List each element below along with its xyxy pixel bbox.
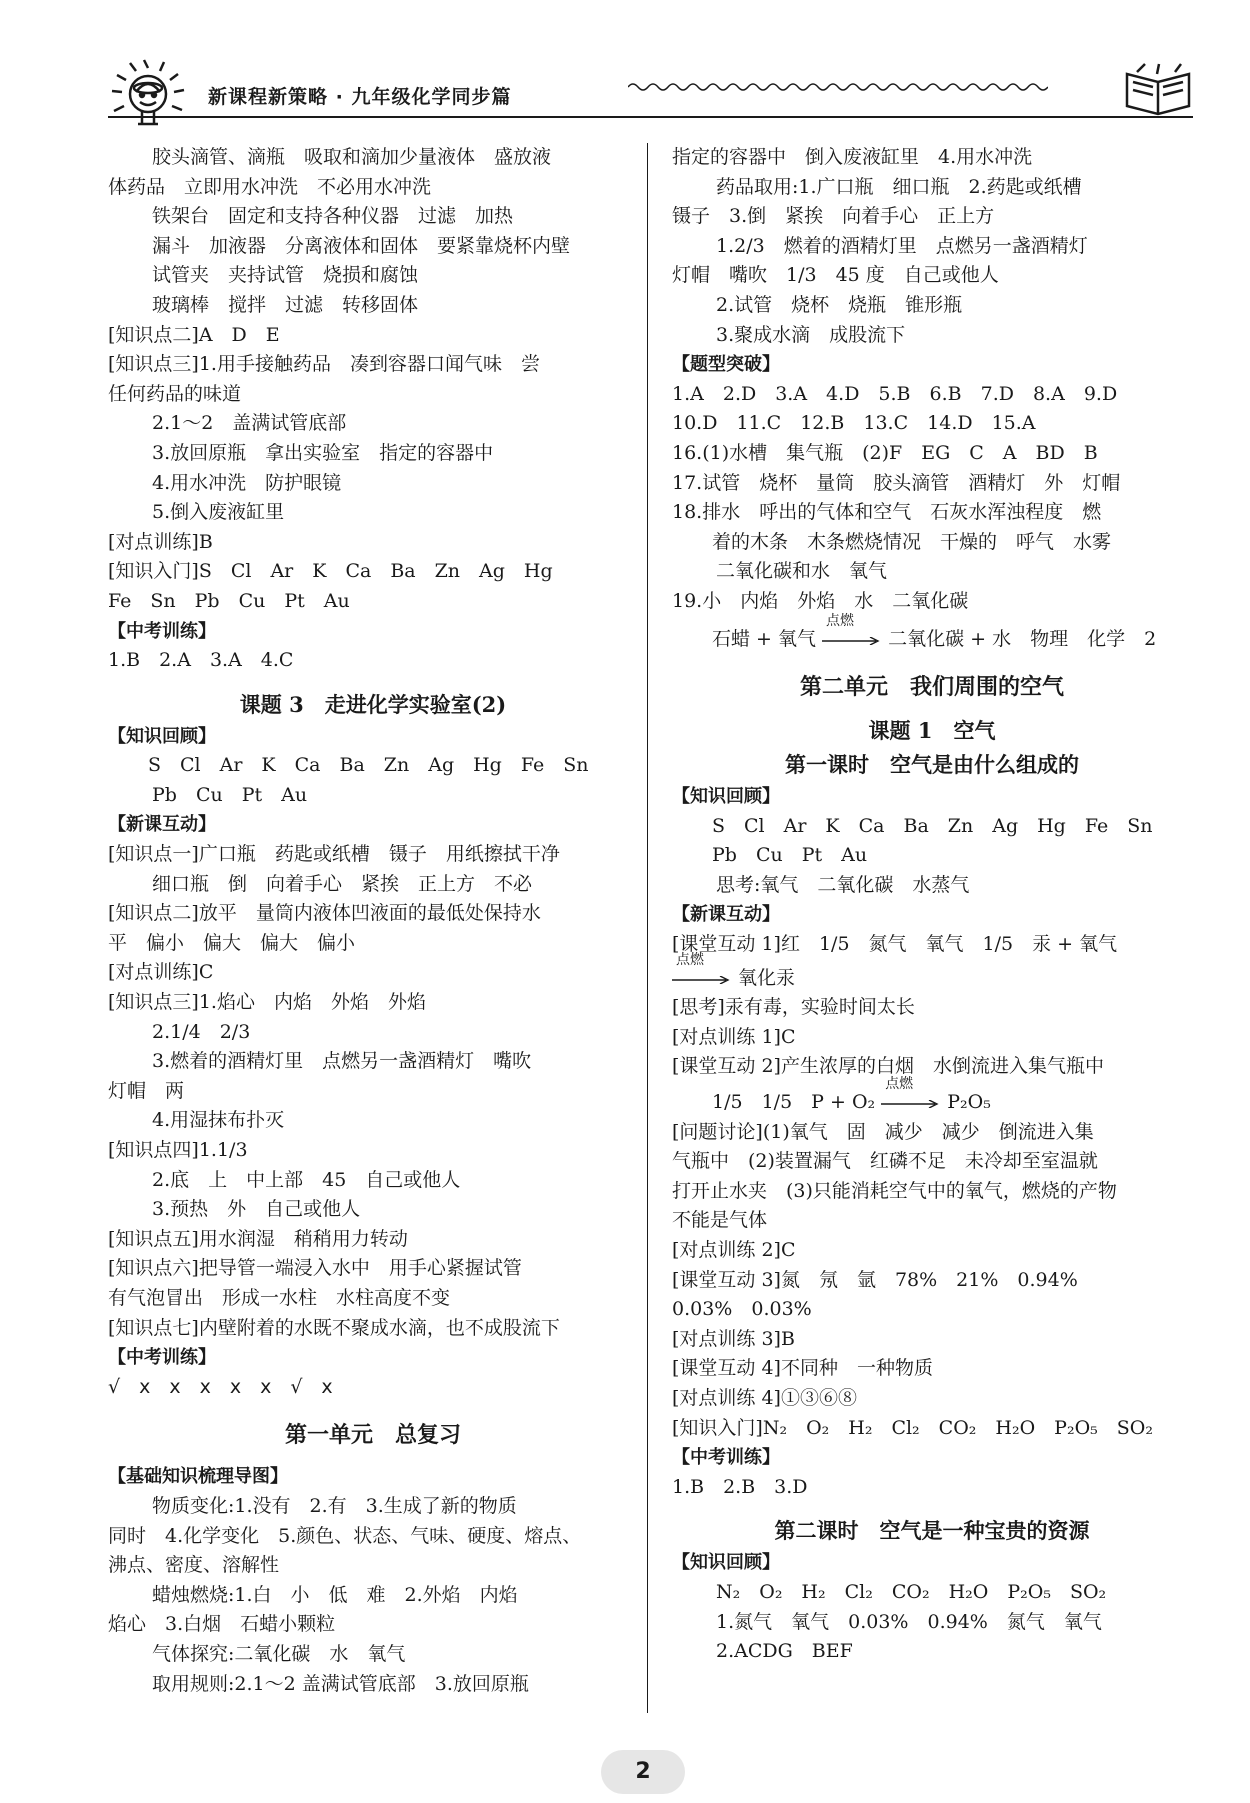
text-line: 沸点、密度、溶解性 — [108, 1554, 280, 1577]
eq1-condition: 点燃 — [826, 612, 855, 629]
text-line: 1.B 2.B 3.D — [672, 1475, 808, 1498]
reaction-arrow-icon — [881, 1100, 939, 1108]
text-line: 1.氮气 氧气 0.03% 0.94% 氮气 氧气 — [716, 1610, 1102, 1633]
text-line: 1.B 2.A 3.A 4.C — [108, 649, 294, 672]
section-heading: 第二课时 空气是一种宝贵的资源 — [774, 1518, 1090, 1544]
section-heading: 【新课互动】 — [672, 904, 780, 926]
text-line: 19.小 内焰 外焰 水 二氧化碳 — [672, 589, 969, 612]
book-icon — [1123, 62, 1193, 120]
wave-decoration — [628, 80, 1048, 94]
text-line: 0.03% 0.03% — [672, 1298, 812, 1321]
text-line: 不能是气体 — [672, 1209, 768, 1232]
text-line: 灯帽 嘴吹 1/3 45 度 自己或他人 — [672, 264, 999, 287]
eq1-right: 二氧化碳 + 水 物理 化学 2 — [888, 627, 1157, 650]
header-rule — [108, 116, 1193, 118]
text-line: 取用规则:2.1～2 盖满试管底部 3.放回原瓶 — [152, 1672, 529, 1695]
text-line: 焰心 3.白烟 石蜡小颗粒 — [108, 1613, 336, 1636]
text-line: Fe Sn Pb Cu Pt Au — [108, 589, 350, 612]
text-line: 气体探究:二氧化碳 水 氧气 — [152, 1642, 406, 1665]
text-line: 有气泡冒出 形成一水柱 水柱高度不变 — [108, 1286, 451, 1309]
eq2-condition: 点燃 — [676, 951, 704, 968]
text-line: [对点训练 3]B — [672, 1327, 795, 1350]
section-heading: 课题 3 走进化学实验室(2) — [239, 691, 507, 717]
text-line: [知识点三]1.焰心 内焰 外焰 外焰 — [108, 991, 426, 1014]
section-heading: 【题型突破】 — [672, 354, 780, 376]
text-line: 1.A 2.D 3.A 4.D 5.B 6.B 7.D 8.A 9.D — [672, 382, 1118, 405]
right-section-c — [672, 993, 1192, 1082]
text-line: 体药品 立即用水冲洗 不必用水冲洗 — [108, 175, 432, 198]
text-line: [课堂互动 2]产生浓厚的白烟 水倒流进入集气瓶中 — [672, 1055, 1104, 1078]
text-line: [课堂互动 4]不同种 一种物质 — [672, 1357, 933, 1380]
text-line: S Cl Ar K Ca Ba Zn Ag Hg Fe Sn — [712, 814, 1153, 837]
left-column — [108, 143, 638, 1699]
section-heading: 【知识回顾】 — [108, 725, 216, 747]
text-line: [对点训练]B — [108, 530, 213, 553]
text-line: S Cl Ar K Ca Ba Zn Ag Hg Fe Sn — [148, 754, 589, 777]
text-line: 胶头滴管、滴瓶 吸取和滴加少量液体 盛放液 — [152, 146, 552, 168]
text-line: [对点训练 2]C — [672, 1239, 796, 1261]
text-line: 气瓶中 (2)装置漏气 红磷不足 未冷却至室温就 — [672, 1150, 1098, 1173]
text-line: 漏斗 加液器 分离液体和固体 要紧靠烧杯内壁 — [152, 234, 571, 257]
text-line: 3.燃着的酒精灯里 点燃另一盏酒精灯 嘴吹 — [152, 1050, 532, 1073]
text-line: 1.2/3 燃着的酒精灯里 点燃另一盏酒精灯 — [716, 234, 1088, 257]
section-heading: 【知识回顾】 — [672, 786, 780, 808]
column-divider — [647, 143, 648, 1713]
reaction-arrow-icon — [822, 637, 880, 645]
text-line: [对点训练 1]C — [672, 1025, 796, 1048]
text-line: 4.用水冲洗 防护眼镜 — [152, 471, 342, 494]
eq2-right: 氧化汞 — [738, 966, 796, 989]
text-line: 着的木条 木条燃烧情况 干燥的 呼气 水雾 — [712, 530, 1112, 553]
right-section-a — [672, 143, 1192, 617]
equation-wax-combustion — [672, 612, 1192, 655]
text-line: 17.试管 烧杯 量筒 胶头滴管 酒精灯 外 灯帽 — [672, 471, 1121, 494]
text-line: 2.底 上 中上部 45 自己或他人 — [152, 1168, 461, 1191]
text-line: 思考:氧气 二氧化碳 水蒸气 — [716, 873, 970, 896]
text-line: 镊子 3.倒 紧挨 向着手心 正上方 — [672, 205, 995, 228]
section-heading: 第一单元 总复习 — [284, 1422, 461, 1449]
text-line: [问题讨论](1)氧气 固 减少 减少 倒流进入集 — [672, 1120, 1094, 1143]
text-line: 平 偏小 偏大 偏大 偏小 — [108, 931, 356, 954]
page-number: 2 — [601, 1750, 685, 1794]
text-line: 任何药品的味道 — [108, 382, 242, 405]
text-line: [课堂互动 1]红 1/5 氮气 氧气 1/5 汞 + 氧气 — [672, 933, 1118, 956]
text-line: [对点训练]C — [108, 961, 214, 984]
text-line: 打开止水夹 (3)只能消耗空气中的氧气，燃烧的产物 — [672, 1179, 1117, 1202]
text-line: [对点训练 4]①③⑥⑧ — [672, 1386, 857, 1409]
text-line: 3.聚成水滴 成股流下 — [716, 323, 906, 346]
section-heading: 课题 1 空气 — [868, 718, 996, 744]
section-heading: 【中考训练】 — [108, 1347, 216, 1369]
text-line: 3.放回原瓶 拿出实验室 指定的容器中 — [152, 441, 494, 464]
text-line: [知识点六]把导管一端浸入水中 用手心紧握试管 — [108, 1257, 522, 1280]
equation-mercury-oxide — [672, 951, 1192, 994]
text-line: [知识点二]放平 量筒内液体凹液面的最低处保持水 — [108, 902, 541, 925]
text-line: 蜡烛燃烧:1.白 小 低 难 2.外焰 内焰 — [152, 1583, 518, 1606]
text-line: [知识入门]N₂ O₂ H₂ Cl₂ CO₂ H₂O P₂O₅ SO₂ — [672, 1416, 1153, 1439]
text-line: 试管夹 夹持试管 烧损和腐蚀 — [152, 264, 419, 287]
eq3-condition: 点燃 — [885, 1076, 914, 1093]
text-line: 玻璃棒 搅拌 过滤 转移固体 — [152, 293, 419, 316]
section-heading: 【知识回顾】 — [672, 1552, 780, 1574]
text-line: [知识点二]A D E — [108, 323, 280, 346]
text-line: 2.1～2 盖满试管底部 — [152, 412, 347, 435]
text-line: 同时 4.化学变化 5.颜色、状态、气味、硬度、熔点、 — [108, 1524, 582, 1547]
text-line: 3.预热 外 自己或他人 — [152, 1198, 361, 1221]
section-heading: 第二单元 我们周围的空气 — [799, 674, 1064, 701]
text-line: 指定的容器中 倒入废液缸里 4.用水冲洗 — [672, 146, 1033, 168]
eq1-left: 石蜡 + 氧气 — [712, 627, 816, 650]
text-line: 药品取用:1.广口瓶 细口瓶 2.药匙或纸槽 — [716, 175, 1082, 198]
right-section-d — [672, 1118, 1192, 1667]
eq3-right: P₂O₅ — [947, 1091, 991, 1114]
section-heading: 【新课互动】 — [108, 814, 216, 836]
section-heading: 【中考训练】 — [108, 620, 216, 642]
right-section-b — [672, 670, 1192, 960]
eq1-arrow — [822, 612, 882, 650]
text-line: [知识点三]1.用手接触药品 凑到容器口闻气味 尝 — [108, 353, 540, 376]
text-line: 2.1/4 2/3 — [152, 1020, 251, 1043]
text-line: [课堂互动 3]氮 氖 氩 78% 21% 0.94% — [672, 1268, 1078, 1291]
text-line: √ x x x x x √ x — [108, 1375, 333, 1398]
text-line: [知识点七]内壁附着的水既不聚成水滴，也不成股流下 — [108, 1316, 560, 1339]
section-heading: 第一课时 空气是由什么组成的 — [785, 752, 1079, 778]
equation-phosphorus — [672, 1076, 1192, 1118]
reaction-arrow-icon — [672, 976, 730, 984]
section-heading: 【基础知识梳理导图】 — [108, 1466, 288, 1488]
text-line: 灯帽 两 — [108, 1079, 185, 1102]
header-title: 新课程新策略 · 九年级化学同步篇 — [208, 86, 512, 108]
text-line: 物质变化:1.没有 2.有 3.生成了新的物质 — [152, 1494, 517, 1517]
text-line: 二氧化碳和水 氧气 — [716, 560, 888, 583]
eq3-arrow — [881, 1076, 941, 1113]
eq3-left: 1/5 1/5 P + O₂ — [712, 1091, 876, 1114]
text-line: N₂ O₂ H₂ Cl₂ CO₂ H₂O P₂O₅ SO₂ — [716, 1580, 1107, 1603]
text-line: [知识入门]S Cl Ar K Ca Ba Zn Ag Hg — [108, 560, 553, 583]
page-header — [108, 58, 1193, 128]
text-line: 2.ACDG BEF — [716, 1640, 853, 1663]
text-line: [知识点四]1.1/3 — [108, 1139, 248, 1161]
text-line: 10.D 11.C 12.B 13.C 14.D 15.A — [672, 412, 1036, 435]
text-line: 细口瓶 倒 向着手心 紧挨 正上方 不必 — [152, 872, 533, 895]
text-line: 4.用湿抹布扑灭 — [152, 1109, 285, 1132]
text-line: 16.(1)水槽 集气瓶 (2)F EG C A BD B — [672, 441, 1098, 464]
section-heading: 【中考训练】 — [672, 1447, 780, 1469]
text-line: 18.排水 呼出的气体和空气 石灰水浑浊程度 燃 — [672, 501, 1102, 524]
text-line: Pb Cu Pt Au — [712, 844, 868, 867]
text-line: [知识点五]用水润湿 稍稍用力转动 — [108, 1227, 408, 1250]
text-line: 铁架台 固定和支持各种仪器 过滤 加热 — [152, 205, 514, 228]
eq2-arrow — [672, 951, 732, 989]
text-line: [思考]汞有毒，实验时间太长 — [672, 996, 915, 1019]
text-line: [知识点一]广口瓶 药匙或纸槽 镊子 用纸擦拭干净 — [108, 843, 560, 866]
right-column — [672, 143, 1192, 1667]
text-line: Pb Cu Pt Au — [152, 783, 308, 806]
text-line: 2.试管 烧杯 烧瓶 锥形瓶 — [716, 293, 963, 316]
text-line: 5.倒入废液缸里 — [152, 501, 285, 524]
